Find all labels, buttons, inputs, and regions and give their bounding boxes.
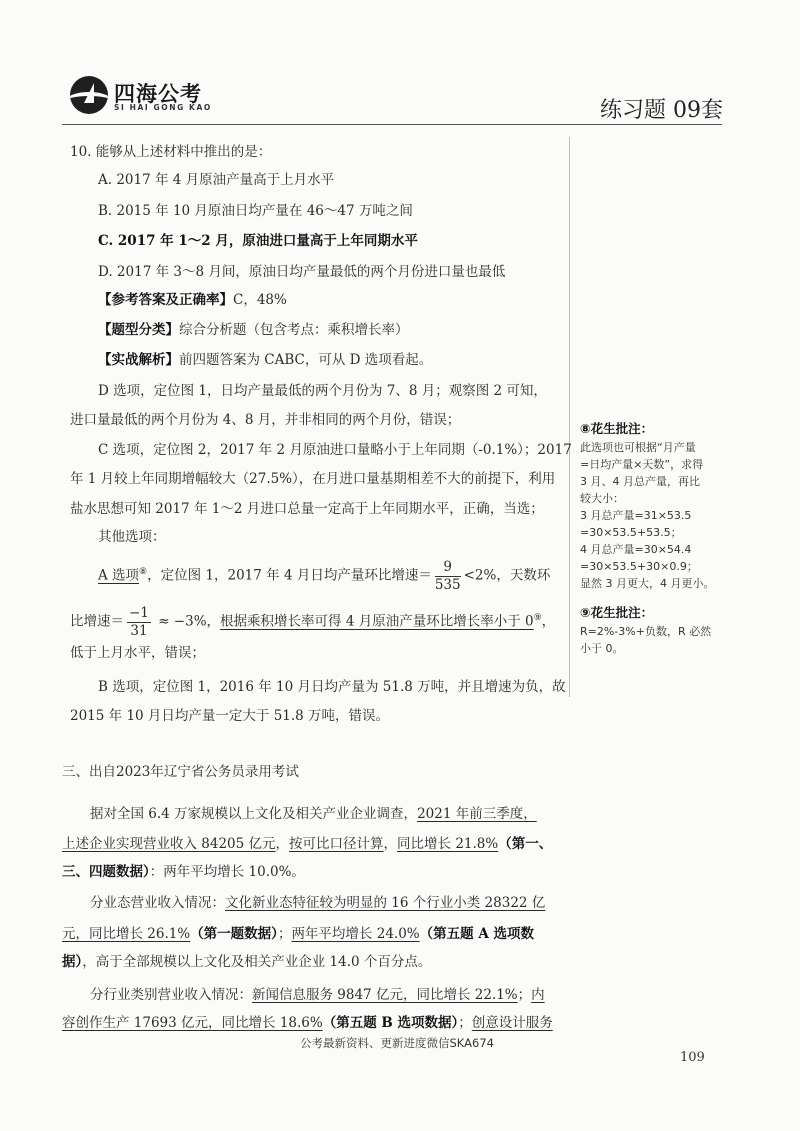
note-line: 此选项也可根据“月产量	[580, 441, 696, 454]
bold-text: （第一题数据）	[190, 926, 278, 942]
note-line: 3 月总产量=31×53.5	[580, 509, 692, 522]
a2-before: 比增速＝	[70, 613, 124, 630]
question-stem: 10. 能够从上述材料中推出的是：	[70, 144, 272, 160]
bold-text: 据）	[62, 954, 83, 970]
underlined-text: 元，同比增长 26.1%	[62, 926, 191, 942]
note-title: ⑨花生批注：	[580, 605, 654, 620]
bold-text: （第一、	[498, 836, 553, 852]
bold-text: （第五题 B 选项数据）	[322, 1015, 459, 1031]
answer-label: 【参考答案及正确率】	[98, 292, 233, 308]
fraction-9-535	[435, 559, 461, 594]
answer-value: C，48%	[233, 292, 287, 308]
note-line: 较大小：	[580, 492, 624, 505]
answer-line	[98, 290, 287, 310]
a-analysis-line1	[98, 553, 550, 595]
underlined-text: 容创作生产 17693 亿元，同比增长 18.6%	[62, 1015, 323, 1031]
underlined-text: 新闻信息服务 9847 亿元，同比增长 22.1%	[252, 987, 518, 1003]
para1-line3	[62, 862, 305, 882]
type-value: 综合分析题（包含考点：乘积增长率）	[179, 322, 409, 338]
fraction-numerator: −1	[129, 604, 149, 621]
type-line	[98, 320, 409, 340]
underlined-text: 创意设计服务	[471, 1015, 553, 1031]
d-analysis-line2: 进口量最低的两个月份为 4、8 月，并非相同的两个月份，错误；	[70, 412, 461, 428]
footer-note: 公考最新资料、更新进度微信SKA674	[300, 1036, 494, 1050]
note-line: =30×53.5+30×0.9；	[580, 560, 698, 573]
note-line: =日均产量×天数”，求得	[580, 458, 704, 471]
annotation-ref-9[interactable]: ⑨	[533, 613, 542, 623]
text: ；	[458, 1015, 472, 1031]
note-line: 小于 0。	[580, 642, 624, 655]
underlined-text: 按可比口径计算	[289, 836, 384, 852]
text: ，	[275, 836, 290, 852]
b-analysis-line2: 2015 年 10 月日均产量一定大于 51.8 万吨，错误。	[70, 708, 390, 724]
c-analysis-line2: 年 1 月较上年同期增幅较大（27.5%），在月进口量基期相差不大的前提下，利用	[70, 471, 556, 487]
para2-line3	[62, 952, 431, 972]
margin-note-8	[580, 419, 715, 592]
fraction-neg1-31	[127, 605, 151, 640]
type-label: 【题型分类】	[98, 322, 179, 338]
text: ；	[517, 987, 532, 1003]
fraction-denominator: 31	[130, 622, 148, 639]
underlined-text: 上述企业实现营业收入 84205 亿元	[62, 836, 276, 852]
para3-line2	[62, 1013, 553, 1033]
logo-title: 四海公考	[114, 82, 202, 106]
a-option-label: A 选项	[98, 567, 140, 584]
underlined-text: 两年平均增长 24.0%	[291, 926, 420, 942]
margin-note-9	[580, 603, 711, 657]
a-after: <2%，天数环	[463, 567, 551, 584]
logo-subtitle: SI HAI GONG KAO	[114, 103, 212, 112]
option-d: D. 2017 年 3～8 月间，原油日均产量最低的两个月份进口量也最低	[98, 264, 506, 280]
bold-text: 三、四题数据）	[62, 864, 150, 880]
a2-mid: ≈ −3%，	[153, 613, 221, 630]
para2-line1	[90, 893, 545, 913]
a-analysis-line3: 低于上月水平，错误；	[70, 645, 205, 661]
underlined-text: 同比增长 21.8%	[397, 836, 499, 852]
underlined-text: 2021 年前三季度，	[417, 806, 537, 822]
c-analysis-line3: 盐水思想可知 2017 年 1～2 月进口总量一定高于上年同期水平，正确，当选；	[70, 501, 544, 517]
underlined-text: 文化新业态特征较为明显的 16 个行业小类 28322 亿	[225, 895, 546, 911]
section-heading: 三、出自2023年辽宁省公务员录用考试	[62, 764, 299, 780]
b-analysis-line1: B 选项，定位图 1，2016 年 10 月日均产量为 51.8 万吨，并且增速为负，故	[98, 679, 566, 695]
bold-text: （第五题 A 选项数	[419, 926, 534, 942]
other-options-label: 其他选项：	[98, 529, 166, 545]
note-title: ⑧花生批注：	[580, 421, 654, 436]
note-line: 4 月总产量=30×54.4	[580, 543, 692, 556]
text: ，	[383, 836, 398, 852]
option-a: A. 2017 年 4 月原油产量高于上月水平	[98, 172, 335, 188]
annotation-ref-8[interactable]: ⑧	[139, 567, 148, 577]
text: ，高于全部规模以上文化及相关产业企业 14.0 个百分点。	[82, 954, 432, 970]
exercise-set-title: 练习题 09套	[600, 98, 723, 123]
para2-line2	[62, 924, 534, 944]
analysis-label: 【实战解析】	[98, 352, 179, 368]
analysis-line	[98, 350, 432, 370]
para3-line1	[90, 985, 545, 1005]
note-line: R=2%-3%+负数，R 必然	[580, 625, 712, 638]
note-line: 显然 3 月更大，4 月更小。	[580, 577, 715, 590]
a2-underlined: 根据乘积增长率可得 4 月原油产量环比增长率小于 0	[220, 613, 534, 630]
note-line: =30×53.5+53.5；	[580, 526, 682, 539]
fraction-numerator: 9	[435, 559, 461, 577]
fraction-denominator: 535	[434, 576, 461, 593]
option-b: B. 2015 年 10 月原油日均产量在 46～47 万吨之间	[98, 203, 413, 219]
analysis-value: 前四题答案为 CABC，可从 D 选项看起。	[179, 352, 433, 368]
note-line: 3 月、4 月总产量，再比	[580, 475, 700, 488]
text: 分业态营业收入情况：	[90, 895, 225, 911]
margin-divider	[569, 137, 570, 697]
text: 据对全国 6.4 万家规模以上文化及相关产业企业调查，	[90, 806, 418, 822]
para1-line2	[62, 834, 552, 854]
a-text: ，定位图 1，2017 年 4 月日均产量环比增速＝	[147, 567, 432, 584]
page-number: 109	[680, 1050, 705, 1065]
text: 分行业类别营业收入情况：	[90, 987, 252, 1003]
a-analysis-line2	[70, 599, 555, 641]
para1-line1	[90, 804, 537, 824]
logo-icon	[70, 76, 108, 114]
d-analysis-line1: D 选项，定位图 1，日均产量最低的两个月份为 7、8 月；观察图 2 可知，	[98, 383, 547, 399]
text: ；	[277, 926, 292, 942]
option-c: C. 2017 年 1～2 月，原油进口量高于上年同期水平	[98, 233, 418, 249]
a2-end: ，	[541, 613, 556, 630]
text: ：两年平均增长 10.0%。	[149, 864, 305, 880]
underlined-text: 内	[531, 987, 545, 1003]
header-divider	[62, 124, 722, 125]
c-analysis-line1: C 选项，定位图 2，2017 年 2 月原油进口量略小于上年同期（-0.1%）；2017	[98, 442, 572, 458]
